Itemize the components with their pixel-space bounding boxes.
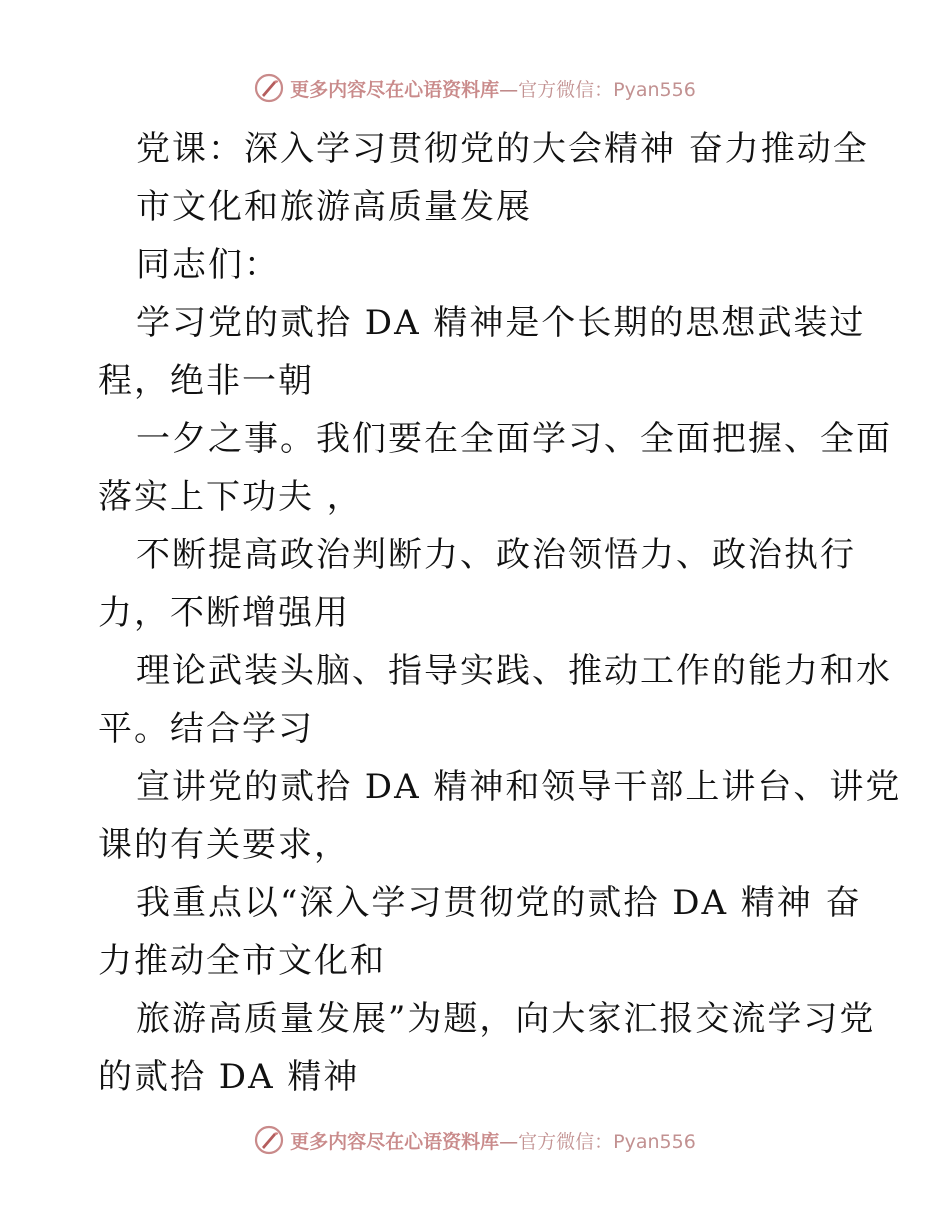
text-line: 旅游高质量发展”为题，向大家汇报交流学习党 — [136, 999, 876, 1039]
watermark-separator: — — [499, 78, 519, 101]
text-line: 我重点以“深入学习贯彻党的贰拾 DA 精神 奋 — [136, 883, 862, 923]
text-line: 市文化和旅游高质量发展 — [136, 187, 532, 227]
watermark-separator: — — [499, 1130, 519, 1153]
quill-logo-icon — [254, 73, 284, 103]
text-line: 力推动全市文化和 — [98, 941, 386, 981]
quill-logo-icon — [254, 1125, 284, 1155]
text-line: 一夕之事。我们要在全面学习、全面把握、全面 — [136, 419, 892, 459]
text-line: 理论武装头脑、指导实践、推动工作的能力和水 — [136, 651, 892, 691]
text-line: 课的有关要求， — [98, 825, 350, 865]
text-line: 党课：深入学习贯彻党的大会精神 奋力推动全 — [136, 129, 869, 169]
text-line: 宣讲党的贰拾 DA 精神和领导干部上讲台、讲党 — [136, 767, 902, 807]
text-line: 平。结合学习 — [98, 709, 314, 749]
text-line: 学习党的贰拾 DA 精神是个长期的思想武装过 — [136, 303, 866, 343]
text-line: 程，绝非一朝 — [98, 361, 314, 401]
header-watermark — [0, 68, 950, 108]
text-line: 的贰拾 DA 精神 — [98, 1057, 360, 1097]
footer-watermark — [0, 1120, 950, 1160]
watermark-contact-text: 官方微信：Pyan556 — [518, 1130, 696, 1153]
text-line: 落实上下功夫 ， — [98, 477, 363, 517]
watermark-main-text: 更多内容尽在心语资料库 — [290, 1130, 500, 1153]
watermark-contact-text: 官方微信：Pyan556 — [518, 78, 696, 101]
watermark-main-text: 更多内容尽在心语资料库 — [290, 78, 500, 101]
text-line: 不断提高政治判断力、政治领悟力、政治执行 — [136, 535, 856, 575]
document-body — [98, 120, 902, 1106]
text-line: 同志们： — [136, 245, 280, 285]
text-line: 力，不断增强用 — [98, 593, 350, 633]
